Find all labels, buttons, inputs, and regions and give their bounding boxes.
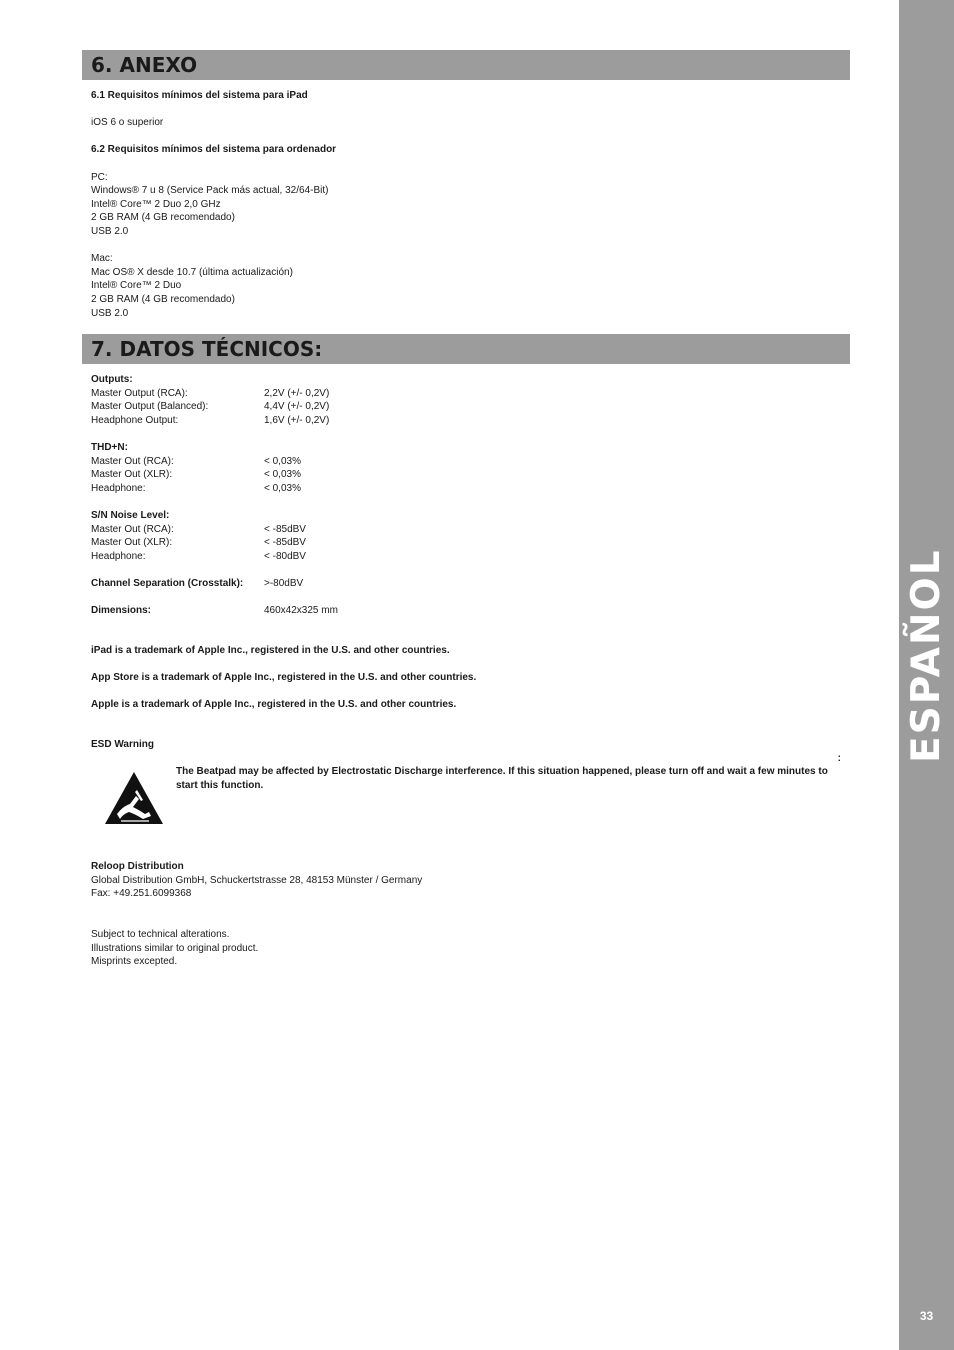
ipad-requirements-text: iOS 6 o superior xyxy=(91,117,164,129)
ipad-requirements-title: 6.1 Requisitos mínimos del sistema para iPad xyxy=(91,90,308,101)
language-sidebar xyxy=(899,0,954,1350)
spec-key: Master Output (Balanced): xyxy=(91,401,209,413)
esd-warning-icon xyxy=(103,770,165,826)
spec-value: < -85dBV xyxy=(264,537,306,549)
spec-row xyxy=(91,400,851,414)
mac-line: USB 2.0 xyxy=(91,307,129,319)
spec-key: Master Output (RCA): xyxy=(91,387,188,399)
spec-key: Headphone: xyxy=(91,482,146,494)
spec-value: 4,4V (+/- 0,2V) xyxy=(264,401,330,413)
esd-warning-title: ESD Warning xyxy=(91,739,154,750)
spec-row xyxy=(91,523,851,537)
mac-line: Mac OS® X desde 10.7 (última actualización) xyxy=(91,266,293,278)
spec-row xyxy=(91,468,851,482)
spec-row xyxy=(91,550,851,564)
spec-value: 1,6V (+/- 0,2V) xyxy=(264,414,330,426)
spec-key: Master Out (RCA): xyxy=(91,523,174,535)
trademark-line: Apple is a trademark of Apple Inc., registered in the U.S. and other countries. xyxy=(91,699,457,711)
mac-line: Intel® Core™ 2 Duo xyxy=(91,280,182,292)
spec-key: Master Out (XLR): xyxy=(91,537,173,549)
spec-row xyxy=(91,387,851,401)
trademark-line: iPad is a trademark of Apple Inc., registered in the U.S. and other countries. xyxy=(91,645,450,656)
mac-line: 2 GB RAM (4 GB recomendado) xyxy=(91,293,235,305)
spec-value: >-80dBV xyxy=(264,577,304,589)
spec-row xyxy=(91,455,851,469)
distributor-address: Global Distribution GmbH, Schuckertstrasse 28, 48153 Münster / Germany xyxy=(91,874,423,886)
esd-warning-text: The Beatpad may be affected by Electrostatic Discharge interference. If this situation happened, please turn off and wait a few minutes to start this function. xyxy=(176,766,828,791)
spec-key: Headphone Output: xyxy=(91,414,179,426)
spec-key: Channel Separation (Crosstalk): xyxy=(91,577,244,589)
disclaimer-line: Illustrations similar to original product. xyxy=(91,942,259,954)
spec-value: < -85dBV xyxy=(264,523,306,535)
computer-requirements-title: 6.2 Requisitos mínimos del sistema para ordenador xyxy=(91,144,337,156)
spec-key: Master Out (RCA): xyxy=(91,455,174,467)
technical-data-content xyxy=(91,373,851,618)
spec-value: < 0,03% xyxy=(264,482,301,494)
esd-warning-box xyxy=(91,752,851,842)
section-heading-anexo: 6. ANEXO xyxy=(82,50,850,80)
section-anexo-content xyxy=(91,89,851,320)
distributor-fax: Fax: +49.251.6099368 xyxy=(91,888,192,900)
pc-line: Intel® Core™ 2 Duo 2,0 GHz xyxy=(91,198,221,210)
thd-title: THD+N: xyxy=(91,441,128,453)
disclaimer-line: Subject to technical alterations. xyxy=(91,929,230,940)
spec-row-dimensions xyxy=(91,604,851,618)
spec-row-crosstalk xyxy=(91,577,851,591)
spec-value: < 0,03% xyxy=(264,469,301,481)
disclaimer-line: Misprints excepted. xyxy=(91,956,178,968)
disclaimer xyxy=(91,928,851,969)
distribution-info xyxy=(91,860,851,901)
spec-row xyxy=(91,482,851,496)
section-heading-datos-tecnicos: 7. DATOS TÉCNICOS: xyxy=(82,334,850,364)
pc-line: Windows® 7 u 8 (Service Pack más actual, 32/64-Bit) xyxy=(91,185,329,197)
pc-line: USB 2.0 xyxy=(91,225,129,237)
trademark-line: App Store is a trademark of Apple Inc., registered in the U.S. and other countries. xyxy=(91,672,477,684)
sn-title: S/N Noise Level: xyxy=(91,509,170,521)
language-label: ESPAÑOL xyxy=(904,548,949,763)
spec-row xyxy=(91,414,851,428)
trademark-notices xyxy=(91,644,851,712)
page-number: 33 xyxy=(919,1309,934,1323)
distributor-name: Reloop Distribution xyxy=(91,861,184,872)
spec-key: Master Out (XLR): xyxy=(91,469,173,481)
mac-line: Mac: xyxy=(91,253,113,265)
esd-warning-title-wrap xyxy=(91,738,851,752)
pc-line: 2 GB RAM (4 GB recomendado) xyxy=(91,212,235,224)
spec-value: < 0,03% xyxy=(264,455,301,467)
spec-value: 460x42x325 mm xyxy=(264,605,338,617)
spec-key: Headphone: xyxy=(91,550,146,562)
outputs-title: Outputs: xyxy=(91,374,133,385)
pc-line: PC: xyxy=(91,171,108,183)
spec-value: 2,2V (+/- 0,2V) xyxy=(264,387,330,399)
spec-key: Dimensions: xyxy=(91,605,152,617)
spec-value: < -80dBV xyxy=(264,550,306,562)
spec-row xyxy=(91,536,851,550)
esd-colon: : xyxy=(837,753,841,764)
